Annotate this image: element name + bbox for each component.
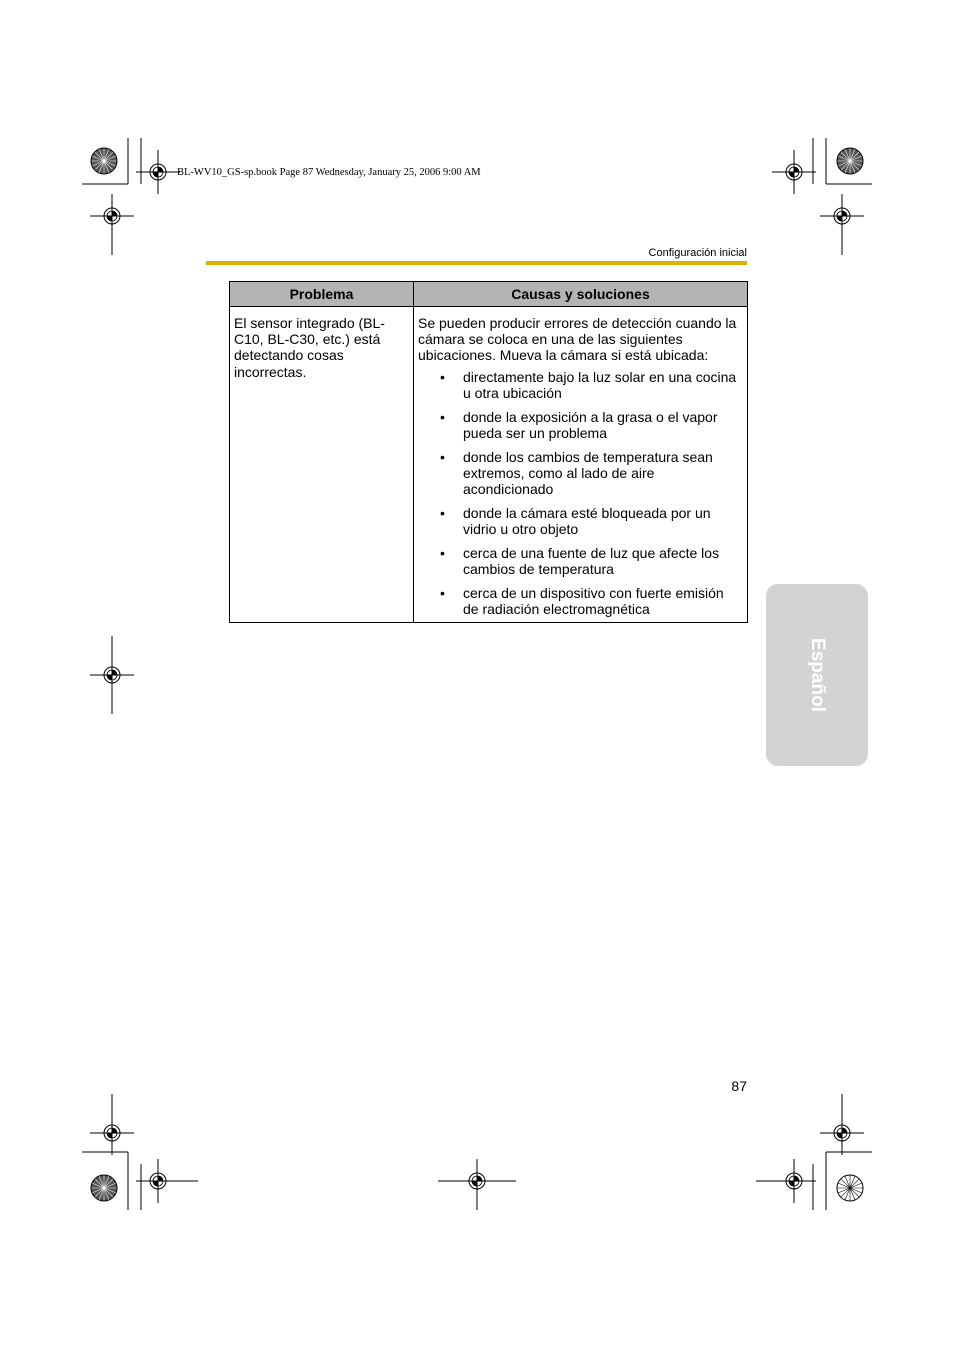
table-row (230, 307, 748, 623)
solutions-cell (414, 307, 748, 623)
list-item: • donde la exposición a la grasa o el vapor pueda ser un problema (418, 409, 743, 441)
list-item: • directamente bajo la luz solar en una cocina u otra ubicación (418, 369, 743, 401)
list-item: • donde los cambios de temperatura sean extremos, como al lado de aire acondicionado (418, 449, 743, 498)
table-header-row (230, 282, 748, 307)
column-header-causas: Causas y soluciones (414, 282, 748, 307)
section-title: Configuración inicial (648, 247, 747, 259)
list-item: • donde la cámara esté bloqueada por un vidrio u otro objeto (418, 505, 743, 537)
header-rule (206, 261, 747, 265)
print-header: BL-WV10_GS-sp.book Page 87 Wednesday, January 25, 2006 9:00 AM (177, 167, 481, 178)
language-side-tab (766, 584, 868, 766)
list-item: • cerca de un dispositivo con fuerte emisión de radiación electromagnética (418, 585, 743, 617)
solutions-intro: Se pueden producir errores de detección cuando la cámara se coloca en una de las siguientes ubicaciones. Mueva la cámara si está ubicada: (418, 315, 737, 364)
solutions-list (418, 369, 743, 618)
list-item: • cerca de una fuente de luz que afecte los cambios de temperatura (418, 545, 743, 577)
language-tab-label: Español (807, 638, 828, 712)
troubleshooting-table (229, 281, 748, 623)
problem-cell: El sensor integrado (BL-C10, BL-C30, etc.) está detectando cosas incorrectas. (230, 307, 414, 623)
column-header-problema: Problema (230, 282, 414, 307)
page-number: 87 (731, 1078, 747, 1094)
